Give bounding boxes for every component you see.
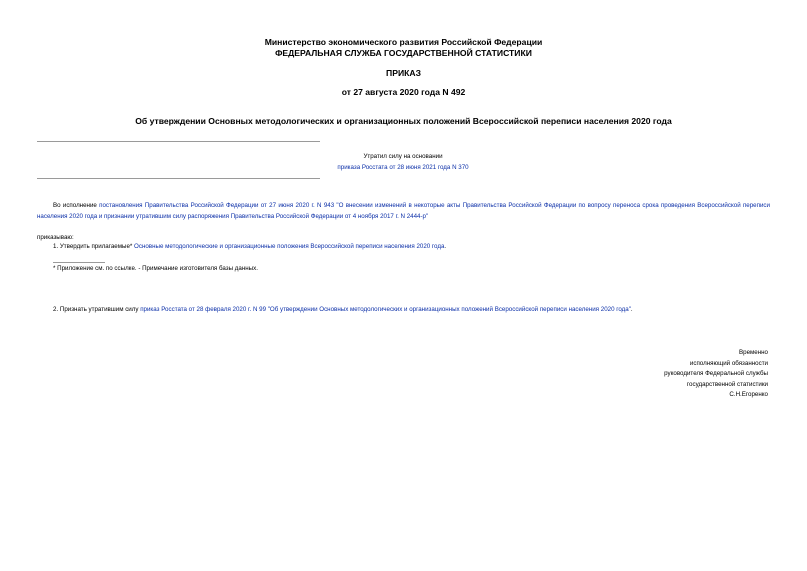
document-date-number: от 27 августа 2020 года N 492 bbox=[341, 87, 466, 97]
status-note-text: Утратил силу на основании bbox=[363, 153, 443, 160]
item-2-link[interactable]: приказ Росстата от 28 февраля 2020 г. N 99 "Об утверждении Основных методологических и организационных положений Всероссийской переписи населения 2020 года" bbox=[140, 306, 631, 313]
item-1-end: . bbox=[444, 243, 447, 250]
item-2 bbox=[53, 306, 770, 315]
preamble-text: Во исполнение bbox=[53, 202, 100, 209]
item-2-text: 2. Признать утратившим силу bbox=[53, 306, 141, 313]
footnote: * Приложение см. по ссылке. - Примечание изготовителя базы данных. bbox=[53, 265, 258, 272]
top-divider bbox=[37, 141, 320, 142]
status-note-link[interactable]: приказа Росстата от 28 июня 2021 года N 370 bbox=[337, 163, 469, 171]
item-1 bbox=[53, 243, 770, 252]
document-type: ПРИКАЗ bbox=[386, 68, 421, 78]
status-note bbox=[320, 153, 486, 172]
ministry-name: Министерство экономического развития Российской Федерации bbox=[264, 37, 543, 47]
service-name: ФЕДЕРАЛЬНАЯ СЛУЖБА ГОСУДАРСТВЕННОЙ СТАТИСТИКИ bbox=[275, 48, 532, 58]
footnote-divider bbox=[53, 262, 105, 263]
preamble-paragraph bbox=[37, 200, 770, 222]
bottom-divider bbox=[37, 178, 320, 179]
signature-line-4: государственной статистики bbox=[686, 380, 768, 388]
item-1-text: 1. Утвердить прилагаемые* bbox=[53, 243, 135, 250]
signature-line-3: руководителя Федеральной службы bbox=[664, 370, 768, 378]
preamble-link[interactable]: постановления Правительства Российской Федерации от 27 июня 2020 г. N 943 "О внесении изменений в некоторые акты Правительства Российской Федерации по вопросу переноса срока проведения Всероссийской переписи населения 2020 года и признании утратившим силу распоряжения Правительства Российской Федерации от 4 ноября 2017 г. N 2444-р" bbox=[37, 202, 770, 220]
item-1-link[interactable]: Основные методологические и организационные положения Всероссийской переписи населения 2020 года bbox=[134, 243, 445, 250]
signature-line-2: исполняющий обязанности bbox=[689, 359, 768, 367]
item-2-end: . bbox=[630, 306, 633, 313]
signatory-name: С.Н.Егоренко bbox=[729, 391, 768, 399]
document-title: Об утверждении Основных методологических и организационных положений Всероссийской переписи населения 2020 года bbox=[135, 116, 672, 126]
signature-line-1: Временно bbox=[739, 349, 768, 356]
signature-block bbox=[570, 348, 768, 401]
order-word: приказываю: bbox=[37, 234, 74, 241]
